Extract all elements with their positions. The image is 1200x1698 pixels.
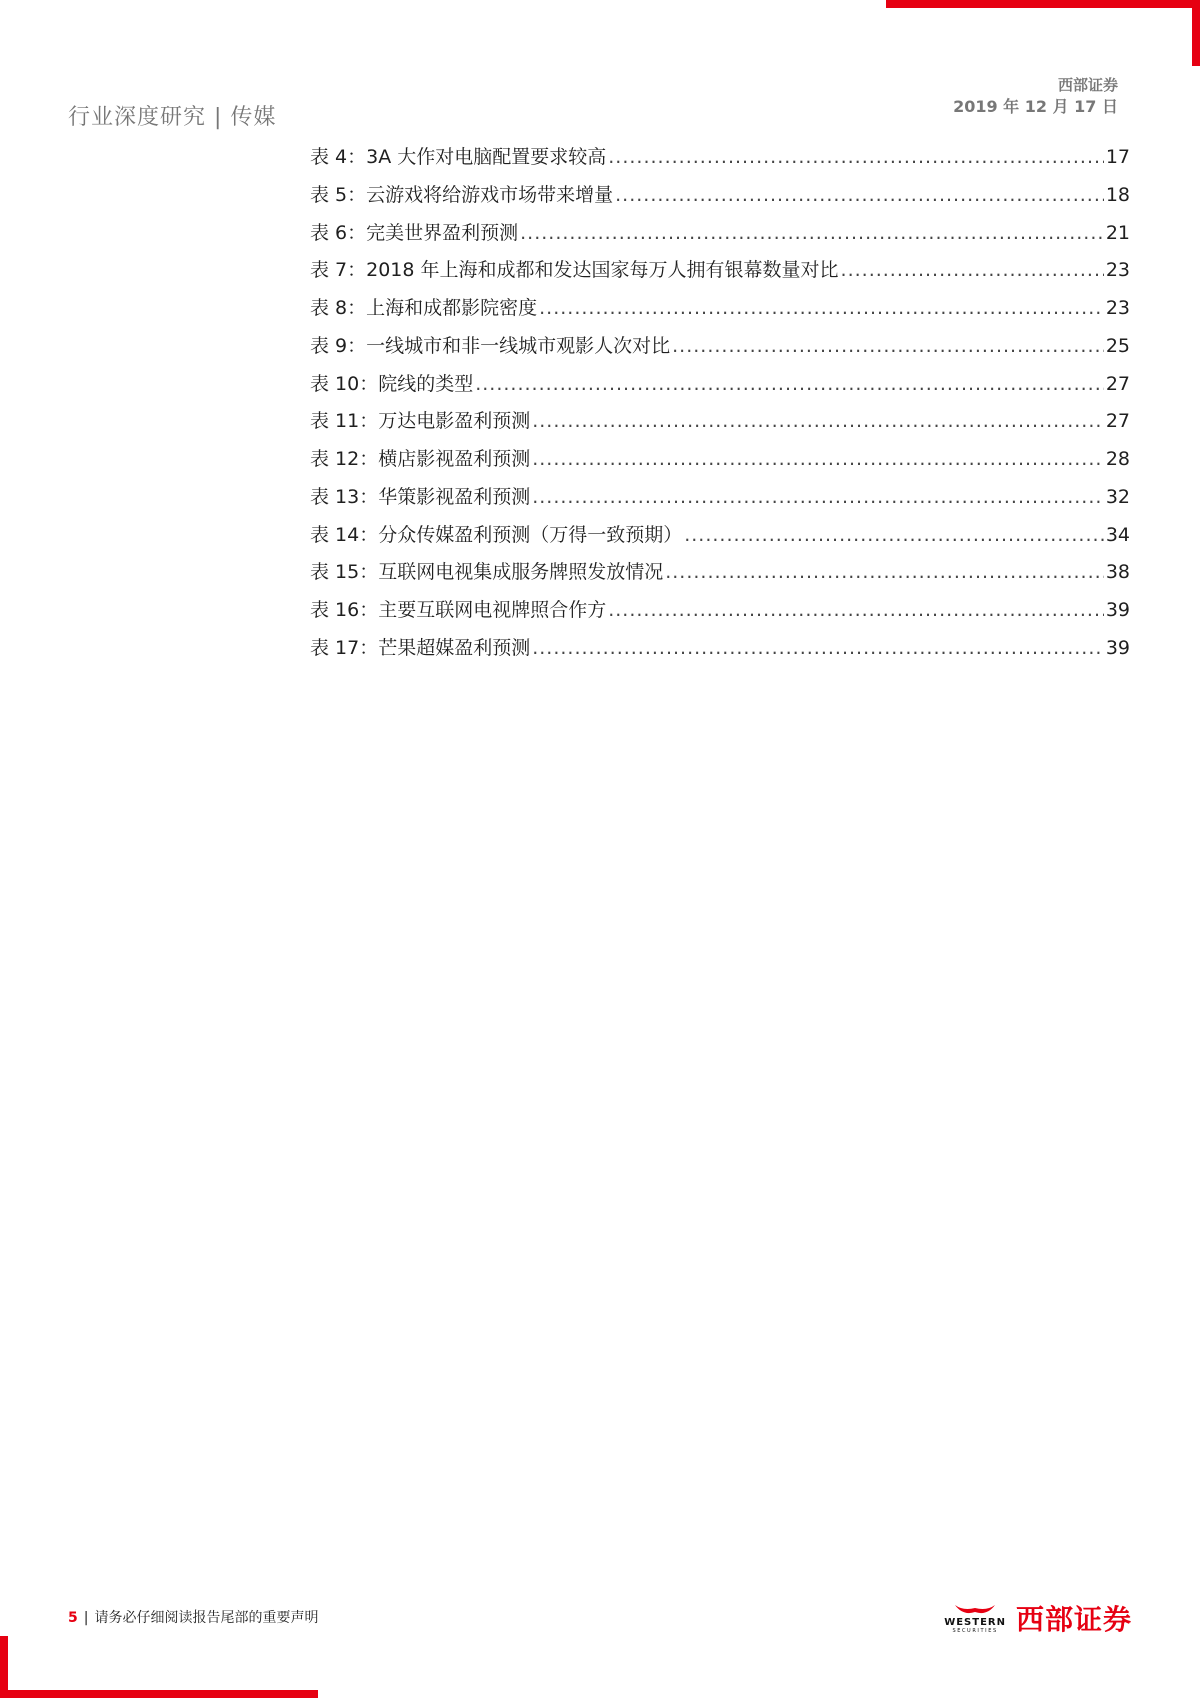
footer-separator: | xyxy=(83,1610,89,1626)
toc-entry[interactable] xyxy=(310,482,1130,520)
toc-entry-page: 21 xyxy=(1105,221,1130,244)
company-logo xyxy=(944,1594,1132,1642)
toc-entry-page: 23 xyxy=(1105,297,1130,319)
page-number: 5 xyxy=(68,1610,78,1626)
frame-corner-top-right-horizontal xyxy=(886,0,1200,8)
footer-note-text: 请务必仔细阅读报告尾部的重要声明 xyxy=(94,1610,319,1626)
frame-corner-top-right-vertical xyxy=(1192,0,1200,66)
toc-dot-leader xyxy=(672,335,1104,357)
toc-entry-label: 表 14：分众传媒盈利预测（万得一致预期） xyxy=(310,523,683,546)
toc-entry[interactable] xyxy=(310,557,1130,595)
toc-entry-label: 表 15：互联网电视集成服务牌照发放情况 xyxy=(310,561,664,584)
toc-entry-label: 表 8：上海和成都影院密度 xyxy=(310,297,538,319)
toc-dot-leader xyxy=(665,561,1104,583)
toc-entry-label: 表 16：主要互联网电视牌照合作方 xyxy=(310,599,607,621)
toc-entry[interactable] xyxy=(310,218,1130,256)
toc-entry-page: 25 xyxy=(1105,334,1130,357)
toc-entry-label: 表 10：院线的类型 xyxy=(310,372,474,395)
footer-disclaimer xyxy=(68,1607,318,1627)
toc-entry[interactable] xyxy=(310,142,1130,180)
table-of-contents xyxy=(310,142,1130,671)
toc-entry[interactable] xyxy=(310,331,1130,369)
toc-dot-leader xyxy=(532,486,1104,508)
toc-entry-page: 32 xyxy=(1105,485,1130,508)
toc-entry-label: 表 6：完美世界盈利预测 xyxy=(310,221,519,244)
toc-dot-leader xyxy=(608,599,1104,621)
toc-entry[interactable] xyxy=(310,293,1130,331)
logo-chinese-name: 西部证券 xyxy=(1015,1603,1132,1636)
toc-entry[interactable] xyxy=(310,180,1130,218)
toc-entry-page: 27 xyxy=(1105,372,1130,395)
toc-entry[interactable] xyxy=(310,255,1130,293)
toc-entry[interactable] xyxy=(310,595,1130,633)
toc-entry-page: 34 xyxy=(1105,523,1130,546)
toc-entry-page: 27 xyxy=(1105,410,1130,433)
toc-entry-page: 39 xyxy=(1105,636,1130,659)
toc-dot-leader xyxy=(615,184,1104,206)
toc-dot-leader xyxy=(684,524,1104,546)
toc-entry-label: 表 12：横店影视盈利预测 xyxy=(310,448,531,470)
report-date: 2019 年 12 月 17 日 xyxy=(953,97,1118,116)
toc-entry-label: 表 7：2018 年上海和成都和发达国家每万人拥有银幕数量对比 xyxy=(310,259,839,282)
toc-dot-leader xyxy=(532,637,1104,659)
bull-horns-icon xyxy=(953,1603,997,1617)
toc-entry-label: 表 4：3A 大作对电脑配置要求较高 xyxy=(310,146,607,168)
logo-emblem xyxy=(944,1603,1006,1634)
toc-dot-leader xyxy=(520,222,1104,244)
toc-entry-label: 表 17：芒果超媒盈利预测 xyxy=(310,636,531,659)
toc-entry[interactable] xyxy=(310,444,1130,482)
header-brand-date xyxy=(953,75,1118,119)
toc-entry[interactable] xyxy=(310,633,1130,671)
toc-entry-page: 39 xyxy=(1105,599,1130,621)
toc-entry-page: 17 xyxy=(1105,146,1130,168)
toc-entry[interactable] xyxy=(310,369,1130,407)
toc-dot-leader xyxy=(475,373,1104,395)
toc-entry[interactable] xyxy=(310,406,1130,444)
frame-corner-bottom-left-vertical xyxy=(0,1636,8,1698)
report-category-title: 行业深度研究 | 传媒 xyxy=(68,105,277,130)
toc-dot-leader xyxy=(841,259,1104,281)
toc-entry-page: 38 xyxy=(1105,561,1130,584)
toc-entry-page: 18 xyxy=(1105,183,1130,206)
toc-entry-page: 28 xyxy=(1105,448,1130,470)
toc-entry-page: 23 xyxy=(1105,259,1130,282)
toc-dot-leader xyxy=(532,410,1104,432)
toc-dot-leader xyxy=(608,146,1104,168)
toc-dot-leader xyxy=(539,297,1104,319)
toc-dot-leader xyxy=(532,448,1104,470)
toc-entry-label: 表 9：一线城市和非一线城市观影人次对比 xyxy=(310,334,671,357)
toc-entry[interactable] xyxy=(310,520,1130,558)
logo-english-subtitle: SECURITIES xyxy=(952,1627,998,1634)
toc-entry-label: 表 5：云游戏将给游戏市场带来增量 xyxy=(310,183,614,206)
header-brand: 西部证券 xyxy=(1057,76,1118,94)
toc-entry-label: 表 11：万达电影盈利预测 xyxy=(310,410,531,433)
logo-english-name: WESTERN xyxy=(944,1616,1006,1628)
frame-corner-bottom-left-horizontal xyxy=(0,1690,318,1698)
toc-entry-label: 表 13：华策影视盈利预测 xyxy=(310,485,531,508)
